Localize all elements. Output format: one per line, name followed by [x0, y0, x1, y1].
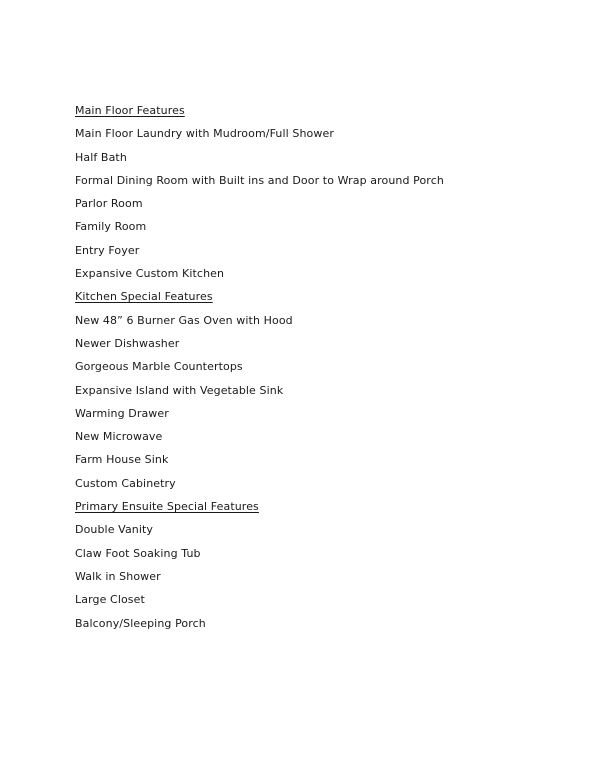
- list-item: Main Floor Laundry with Mudroom/Full Shower: [75, 127, 334, 141]
- list-item: Warming Drawer: [75, 406, 169, 420]
- list-item: New Microwave: [75, 430, 163, 444]
- features-list: [75, 99, 444, 635]
- section-heading-primary-ensuite: Primary Ensuite Special Features: [75, 500, 259, 514]
- list-item: Double Vanity: [75, 523, 154, 537]
- list-item: Custom Cabinetry: [75, 476, 176, 490]
- list-item: Entry Foyer: [75, 243, 140, 257]
- list-item: Gorgeous Marble Countertops: [75, 360, 243, 374]
- list-item: Newer Dishwasher: [75, 336, 180, 350]
- list-item: Formal Dining Room with Built ins and Door to Wrap around Porch: [75, 173, 444, 187]
- list-item: Farm House Sink: [75, 453, 169, 467]
- list-item: Balcony/Sleeping Porch: [75, 616, 206, 630]
- list-item: Expansive Island with Vegetable Sink: [75, 383, 284, 397]
- list-item: Family Room: [75, 220, 147, 234]
- list-item: New 48” 6 Burner Gas Oven with Hood: [75, 313, 293, 327]
- list-item: Claw Foot Soaking Tub: [75, 546, 201, 560]
- list-item: Half Bath: [75, 150, 127, 164]
- list-item: Parlor Room: [75, 197, 143, 211]
- section-heading-kitchen: Kitchen Special Features: [75, 290, 213, 304]
- section-heading-main-floor: Main Floor Features: [75, 104, 185, 117]
- list-item: Large Closet: [75, 593, 145, 607]
- list-item: Expansive Custom Kitchen: [75, 267, 225, 281]
- list-item: Walk in Shower: [75, 569, 161, 583]
